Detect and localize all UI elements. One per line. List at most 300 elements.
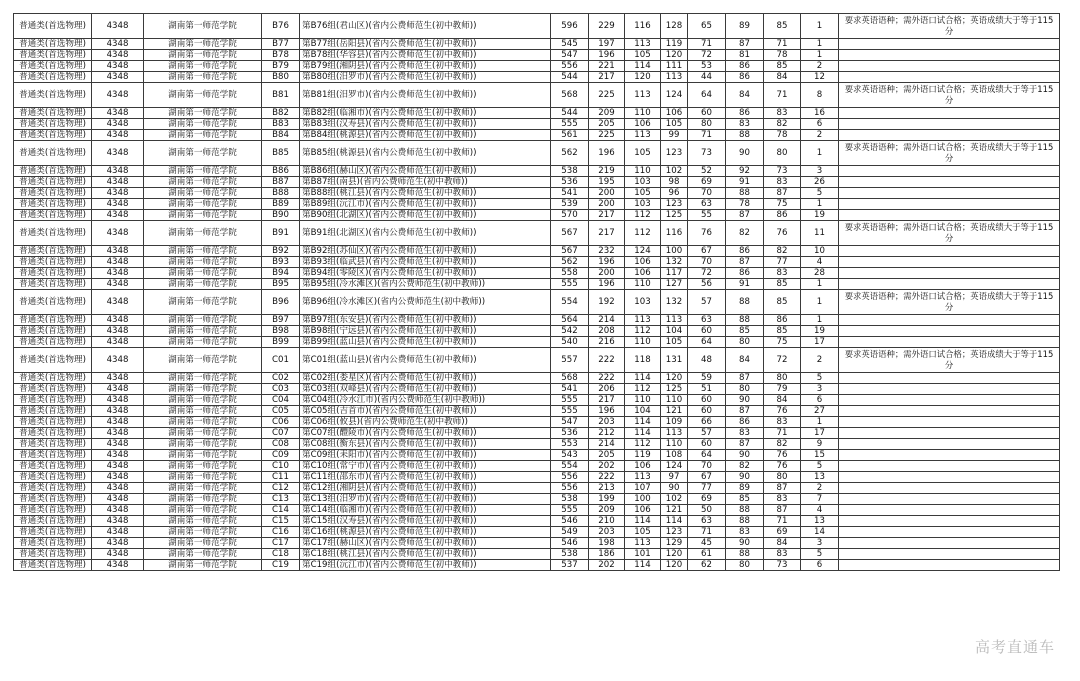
score-col-8-cell: 4 [801, 505, 839, 516]
score-col-2-cell: 195 [589, 177, 625, 188]
score-col-2-cell: 232 [589, 246, 625, 257]
total-score-cell: 553 [551, 439, 589, 450]
category-cell: 普通类(首选物理) [14, 290, 92, 315]
score-col-3-cell: 110 [625, 108, 661, 119]
table-body [14, 14, 1060, 571]
table-row [14, 395, 1060, 406]
group-name-cell: 第B82组(临湘市)(省内公费师范生(初中教师)) [300, 108, 551, 119]
school-code-cell: 4348 [92, 315, 144, 326]
score-col-3-cell: 114 [625, 560, 661, 571]
group-name-cell: 第B76组(君山区)(省内公费师范生(初中教师)) [300, 14, 551, 39]
score-col-7-cell: 75 [764, 199, 801, 210]
school-code-cell: 4348 [92, 472, 144, 483]
school-code-cell: 4348 [92, 268, 144, 279]
score-col-4-cell: 121 [661, 505, 688, 516]
score-col-7-cell: 87 [764, 188, 801, 199]
category-cell: 普通类(首选物理) [14, 61, 92, 72]
score-col-3-cell: 106 [625, 461, 661, 472]
score-col-2-cell: 198 [589, 538, 625, 549]
group-name-cell: 第C17组(赫山区)(省内公费师范生(初中教师)) [300, 538, 551, 549]
school-code-cell: 4348 [92, 450, 144, 461]
score-col-3-cell: 118 [625, 348, 661, 373]
school-code-cell: 4348 [92, 14, 144, 39]
group-name-cell: 第B85组(桃源县)(省内公费师范生(初中教师)) [300, 141, 551, 166]
total-score-cell: 538 [551, 494, 589, 505]
school-name-cell: 湖南第一师范学院 [144, 108, 262, 119]
score-col-6-cell: 90 [726, 472, 764, 483]
total-score-cell: 596 [551, 14, 589, 39]
school-code-cell: 4348 [92, 348, 144, 373]
score-col-5-cell: 57 [688, 428, 726, 439]
table-row [14, 461, 1060, 472]
score-col-5-cell: 66 [688, 417, 726, 428]
score-col-5-cell: 63 [688, 199, 726, 210]
score-col-2-cell: 196 [589, 257, 625, 268]
total-score-cell: 557 [551, 348, 589, 373]
school-code-cell: 4348 [92, 108, 144, 119]
score-col-7-cell: 86 [764, 210, 801, 221]
remark-cell [839, 538, 1060, 549]
score-col-8-cell: 4 [801, 257, 839, 268]
score-col-2-cell: 203 [589, 527, 625, 538]
score-col-7-cell: 71 [764, 39, 801, 50]
score-col-6-cell: 90 [726, 450, 764, 461]
score-col-4-cell: 120 [661, 50, 688, 61]
score-col-8-cell: 3 [801, 384, 839, 395]
score-col-4-cell: 129 [661, 538, 688, 549]
group-name-cell: 第B92组(苏仙区)(省内公费师范生(初中教师)) [300, 246, 551, 257]
score-col-6-cell: 87 [726, 373, 764, 384]
school-name-cell: 湖南第一师范学院 [144, 221, 262, 246]
score-col-3-cell: 103 [625, 290, 661, 315]
total-score-cell: 555 [551, 119, 589, 130]
remark-cell [839, 505, 1060, 516]
table-row [14, 130, 1060, 141]
school-code-cell: 4348 [92, 50, 144, 61]
score-col-7-cell: 85 [764, 61, 801, 72]
total-score-cell: 570 [551, 210, 589, 221]
score-col-2-cell: 209 [589, 108, 625, 119]
score-col-5-cell: 48 [688, 348, 726, 373]
score-col-2-cell: 222 [589, 373, 625, 384]
category-cell: 普通类(首选物理) [14, 177, 92, 188]
score-col-6-cell: 88 [726, 516, 764, 527]
score-col-3-cell: 113 [625, 39, 661, 50]
total-score-cell: 568 [551, 373, 589, 384]
group-name-cell: 第C18组(桃江县)(省内公费师范生(初中教师)) [300, 549, 551, 560]
score-col-4-cell: 132 [661, 257, 688, 268]
category-cell: 普通类(首选物理) [14, 549, 92, 560]
school-code-cell: 4348 [92, 199, 144, 210]
score-col-8-cell: 2 [801, 483, 839, 494]
table-row [14, 14, 1060, 39]
score-col-8-cell: 19 [801, 210, 839, 221]
table-row [14, 61, 1060, 72]
score-col-7-cell: 84 [764, 395, 801, 406]
table-row [14, 141, 1060, 166]
score-col-4-cell: 131 [661, 348, 688, 373]
score-col-3-cell: 112 [625, 384, 661, 395]
score-col-7-cell: 71 [764, 428, 801, 439]
score-col-7-cell: 75 [764, 337, 801, 348]
score-col-5-cell: 69 [688, 177, 726, 188]
school-name-cell: 湖南第一师范学院 [144, 450, 262, 461]
score-col-6-cell: 87 [726, 406, 764, 417]
category-cell: 普通类(首选物理) [14, 384, 92, 395]
score-col-6-cell: 91 [726, 279, 764, 290]
score-col-8-cell: 13 [801, 516, 839, 527]
score-col-7-cell: 71 [764, 83, 801, 108]
score-col-2-cell: 222 [589, 472, 625, 483]
category-cell: 普通类(首选物理) [14, 326, 92, 337]
school-code-cell: 4348 [92, 246, 144, 257]
score-col-8-cell: 1 [801, 315, 839, 326]
group-name-cell: 第B99组(蓝山县)(省内公费师范生(初中教师)) [300, 337, 551, 348]
remark-cell [839, 373, 1060, 384]
category-cell: 普通类(首选物理) [14, 166, 92, 177]
score-col-2-cell: 202 [589, 461, 625, 472]
total-score-cell: 539 [551, 199, 589, 210]
total-score-cell: 549 [551, 527, 589, 538]
score-col-3-cell: 112 [625, 439, 661, 450]
score-col-4-cell: 110 [661, 395, 688, 406]
remark-cell [839, 337, 1060, 348]
score-col-8-cell: 6 [801, 119, 839, 130]
school-name-cell: 湖南第一师范学院 [144, 39, 262, 50]
score-col-3-cell: 120 [625, 72, 661, 83]
remark-cell [839, 72, 1060, 83]
remark-cell [839, 428, 1060, 439]
school-name-cell: 湖南第一师范学院 [144, 188, 262, 199]
table-row [14, 39, 1060, 50]
table-row [14, 373, 1060, 384]
remark-cell: 要求英语语种；需外语口试合格；英语成绩大于等于115分 [839, 290, 1060, 315]
total-score-cell: 546 [551, 538, 589, 549]
school-code-cell: 4348 [92, 395, 144, 406]
score-col-3-cell: 103 [625, 177, 661, 188]
remark-cell [839, 268, 1060, 279]
score-col-5-cell: 72 [688, 50, 726, 61]
score-col-3-cell: 114 [625, 61, 661, 72]
table-row [14, 290, 1060, 315]
score-col-5-cell: 57 [688, 290, 726, 315]
score-col-2-cell: 210 [589, 516, 625, 527]
remark-cell [839, 210, 1060, 221]
category-cell: 普通类(首选物理) [14, 221, 92, 246]
total-score-cell: 555 [551, 395, 589, 406]
score-col-3-cell: 113 [625, 130, 661, 141]
category-cell: 普通类(首选物理) [14, 417, 92, 428]
remark-cell [839, 177, 1060, 188]
group-code-cell: C17 [262, 538, 300, 549]
score-col-2-cell: 203 [589, 417, 625, 428]
total-score-cell: 544 [551, 108, 589, 119]
score-col-7-cell: 76 [764, 461, 801, 472]
score-col-6-cell: 88 [726, 315, 764, 326]
score-col-2-cell: 208 [589, 326, 625, 337]
group-name-cell: 第B98组(宁远县)(省内公费师范生(初中教师)) [300, 326, 551, 337]
group-name-cell: 第B84组(桃源县)(省内公费师范生(初中教师)) [300, 130, 551, 141]
score-col-5-cell: 52 [688, 166, 726, 177]
group-code-cell: B77 [262, 39, 300, 50]
score-col-6-cell: 78 [726, 199, 764, 210]
table-row [14, 268, 1060, 279]
score-col-3-cell: 114 [625, 417, 661, 428]
score-col-8-cell: 2 [801, 61, 839, 72]
score-col-5-cell: 71 [688, 39, 726, 50]
score-col-4-cell: 97 [661, 472, 688, 483]
group-name-cell: 第B97组(东安县)(省内公费师范生(初中教师)) [300, 315, 551, 326]
remark-cell [839, 417, 1060, 428]
score-col-8-cell: 5 [801, 188, 839, 199]
score-col-3-cell: 110 [625, 337, 661, 348]
table-row [14, 527, 1060, 538]
category-cell: 普通类(首选物理) [14, 560, 92, 571]
score-col-6-cell: 90 [726, 141, 764, 166]
category-cell: 普通类(首选物理) [14, 279, 92, 290]
score-col-6-cell: 86 [726, 268, 764, 279]
total-score-cell: 555 [551, 505, 589, 516]
school-code-cell: 4348 [92, 549, 144, 560]
school-name-cell: 湖南第一师范学院 [144, 483, 262, 494]
score-col-2-cell: 216 [589, 337, 625, 348]
score-col-8-cell: 11 [801, 221, 839, 246]
total-score-cell: 536 [551, 177, 589, 188]
score-col-8-cell: 1 [801, 141, 839, 166]
score-col-2-cell: 186 [589, 549, 625, 560]
school-name-cell: 湖南第一师范学院 [144, 472, 262, 483]
category-cell: 普通类(首选物理) [14, 494, 92, 505]
remark-cell [839, 188, 1060, 199]
school-code-cell: 4348 [92, 337, 144, 348]
school-name-cell: 湖南第一师范学院 [144, 395, 262, 406]
school-code-cell: 4348 [92, 210, 144, 221]
group-name-cell: 第B86组(赫山区)(省内公费师范生(初中教师)) [300, 166, 551, 177]
score-col-8-cell: 1 [801, 50, 839, 61]
group-name-cell: 第C13组(汨罗市)(省内公费师范生(初中教师)) [300, 494, 551, 505]
score-col-6-cell: 92 [726, 166, 764, 177]
remark-cell: 要求英语语种；需外语口试合格；英语成绩大于等于115分 [839, 221, 1060, 246]
group-code-cell: C08 [262, 439, 300, 450]
total-score-cell: 567 [551, 221, 589, 246]
score-col-2-cell: 192 [589, 290, 625, 315]
score-col-3-cell: 101 [625, 549, 661, 560]
score-col-7-cell: 84 [764, 538, 801, 549]
score-col-3-cell: 113 [625, 472, 661, 483]
table-row [14, 549, 1060, 560]
remark-cell [839, 527, 1060, 538]
group-code-cell: B96 [262, 290, 300, 315]
group-code-cell: C02 [262, 373, 300, 384]
score-col-5-cell: 60 [688, 108, 726, 119]
table-row [14, 177, 1060, 188]
score-col-5-cell: 77 [688, 483, 726, 494]
category-cell: 普通类(首选物理) [14, 461, 92, 472]
school-name-cell: 湖南第一师范学院 [144, 199, 262, 210]
group-code-cell: C19 [262, 560, 300, 571]
score-col-3-cell: 113 [625, 315, 661, 326]
table-row [14, 538, 1060, 549]
score-col-6-cell: 86 [726, 417, 764, 428]
table-row [14, 50, 1060, 61]
school-name-cell: 湖南第一师范学院 [144, 141, 262, 166]
score-col-4-cell: 99 [661, 130, 688, 141]
score-col-5-cell: 69 [688, 494, 726, 505]
group-code-cell: C11 [262, 472, 300, 483]
score-col-6-cell: 88 [726, 130, 764, 141]
score-col-6-cell: 86 [726, 108, 764, 119]
score-col-8-cell: 8 [801, 83, 839, 108]
score-col-4-cell: 124 [661, 461, 688, 472]
total-score-cell: 541 [551, 384, 589, 395]
score-col-8-cell: 10 [801, 246, 839, 257]
score-col-5-cell: 60 [688, 439, 726, 450]
score-col-5-cell: 60 [688, 395, 726, 406]
category-cell: 普通类(首选物理) [14, 257, 92, 268]
score-col-4-cell: 110 [661, 439, 688, 450]
score-col-4-cell: 123 [661, 527, 688, 538]
school-name-cell: 湖南第一师范学院 [144, 326, 262, 337]
school-code-cell: 4348 [92, 83, 144, 108]
total-score-cell: 547 [551, 417, 589, 428]
table-row [14, 72, 1060, 83]
category-cell: 普通类(首选物理) [14, 505, 92, 516]
total-score-cell: 545 [551, 39, 589, 50]
score-col-2-cell: 200 [589, 199, 625, 210]
score-col-5-cell: 63 [688, 516, 726, 527]
score-col-2-cell: 199 [589, 494, 625, 505]
score-col-7-cell: 80 [764, 141, 801, 166]
score-col-2-cell: 222 [589, 348, 625, 373]
score-col-6-cell: 81 [726, 50, 764, 61]
score-col-7-cell: 87 [764, 483, 801, 494]
score-col-8-cell: 17 [801, 337, 839, 348]
remark-cell [839, 61, 1060, 72]
score-col-4-cell: 104 [661, 326, 688, 337]
remark-cell [839, 439, 1060, 450]
category-cell: 普通类(首选物理) [14, 72, 92, 83]
school-name-cell: 湖南第一师范学院 [144, 210, 262, 221]
score-col-2-cell: 209 [589, 505, 625, 516]
score-col-4-cell: 98 [661, 177, 688, 188]
score-col-2-cell: 213 [589, 483, 625, 494]
category-cell: 普通类(首选物理) [14, 199, 92, 210]
total-score-cell: 554 [551, 290, 589, 315]
score-col-3-cell: 104 [625, 406, 661, 417]
group-code-cell: B89 [262, 199, 300, 210]
group-name-cell: 第C11组(邵东市)(省内公费师范生(初中教师)) [300, 472, 551, 483]
score-col-5-cell: 56 [688, 279, 726, 290]
score-col-3-cell: 113 [625, 538, 661, 549]
table-row [14, 472, 1060, 483]
score-col-6-cell: 91 [726, 177, 764, 188]
school-code-cell: 4348 [92, 505, 144, 516]
school-name-cell: 湖南第一师范学院 [144, 406, 262, 417]
score-col-5-cell: 70 [688, 257, 726, 268]
school-name-cell: 湖南第一师范学院 [144, 439, 262, 450]
group-name-cell: 第C05组(吉首市)(省内公费师范生(初中教师)) [300, 406, 551, 417]
group-name-cell: 第C04组(冷水江市)(省内公费师范生(初中教师)) [300, 395, 551, 406]
score-col-3-cell: 105 [625, 527, 661, 538]
remark-cell [839, 494, 1060, 505]
score-col-8-cell: 2 [801, 348, 839, 373]
school-code-cell: 4348 [92, 516, 144, 527]
group-name-cell: 第C07组(醴陵市)(省内公费师范生(初中教师)) [300, 428, 551, 439]
category-cell: 普通类(首选物理) [14, 406, 92, 417]
score-col-3-cell: 114 [625, 373, 661, 384]
remark-cell [839, 130, 1060, 141]
group-name-cell: 第B87组(南县)(省内公费师范生(初中教师)) [300, 177, 551, 188]
category-cell: 普通类(首选物理) [14, 315, 92, 326]
score-col-7-cell: 84 [764, 72, 801, 83]
school-code-cell: 4348 [92, 494, 144, 505]
school-code-cell: 4348 [92, 560, 144, 571]
score-col-7-cell: 73 [764, 560, 801, 571]
table-row [14, 246, 1060, 257]
score-col-6-cell: 84 [726, 83, 764, 108]
remark-cell: 要求英语语种；需外语口试合格；英语成绩大于等于115分 [839, 83, 1060, 108]
remark-cell: 要求英语语种；需外语口试合格；英语成绩大于等于115分 [839, 141, 1060, 166]
category-cell: 普通类(首选物理) [14, 337, 92, 348]
score-col-4-cell: 123 [661, 141, 688, 166]
score-col-6-cell: 88 [726, 188, 764, 199]
total-score-cell: 564 [551, 315, 589, 326]
score-col-7-cell: 82 [764, 439, 801, 450]
score-col-2-cell: 197 [589, 39, 625, 50]
category-cell: 普通类(首选物理) [14, 483, 92, 494]
group-code-cell: B93 [262, 257, 300, 268]
table-row [14, 83, 1060, 108]
group-name-cell: 第B81组(汨罗市)(省内公费师范生(初中教师)) [300, 83, 551, 108]
remark-cell [839, 50, 1060, 61]
score-col-8-cell: 3 [801, 538, 839, 549]
category-cell: 普通类(首选物理) [14, 472, 92, 483]
total-score-cell: 540 [551, 337, 589, 348]
total-score-cell: 554 [551, 461, 589, 472]
score-col-7-cell: 80 [764, 373, 801, 384]
school-code-cell: 4348 [92, 141, 144, 166]
category-cell: 普通类(首选物理) [14, 119, 92, 130]
table-row [14, 439, 1060, 450]
remark-cell [839, 483, 1060, 494]
score-col-4-cell: 119 [661, 39, 688, 50]
score-col-5-cell: 72 [688, 268, 726, 279]
group-code-cell: B87 [262, 177, 300, 188]
score-col-2-cell: 221 [589, 61, 625, 72]
score-col-7-cell: 79 [764, 384, 801, 395]
group-code-cell: B97 [262, 315, 300, 326]
school-name-cell: 湖南第一师范学院 [144, 290, 262, 315]
score-col-6-cell: 85 [726, 326, 764, 337]
group-code-cell: C13 [262, 494, 300, 505]
table-row [14, 119, 1060, 130]
group-code-cell: C09 [262, 450, 300, 461]
school-code-cell: 4348 [92, 166, 144, 177]
category-cell: 普通类(首选物理) [14, 210, 92, 221]
remark-cell [839, 461, 1060, 472]
group-code-cell: B79 [262, 61, 300, 72]
score-col-2-cell: 225 [589, 83, 625, 108]
watermark-text: 高考直通车 [974, 638, 1055, 656]
score-col-5-cell: 80 [688, 119, 726, 130]
score-col-4-cell: 123 [661, 199, 688, 210]
score-col-8-cell: 16 [801, 108, 839, 119]
score-col-4-cell: 120 [661, 373, 688, 384]
total-score-cell: 547 [551, 50, 589, 61]
group-name-cell: 第B91组(北湖区)(省内公费师范生(初中教师)) [300, 221, 551, 246]
group-name-cell: 第C03组(双峰县)(省内公费师范生(初中教师)) [300, 384, 551, 395]
category-cell: 普通类(首选物理) [14, 14, 92, 39]
